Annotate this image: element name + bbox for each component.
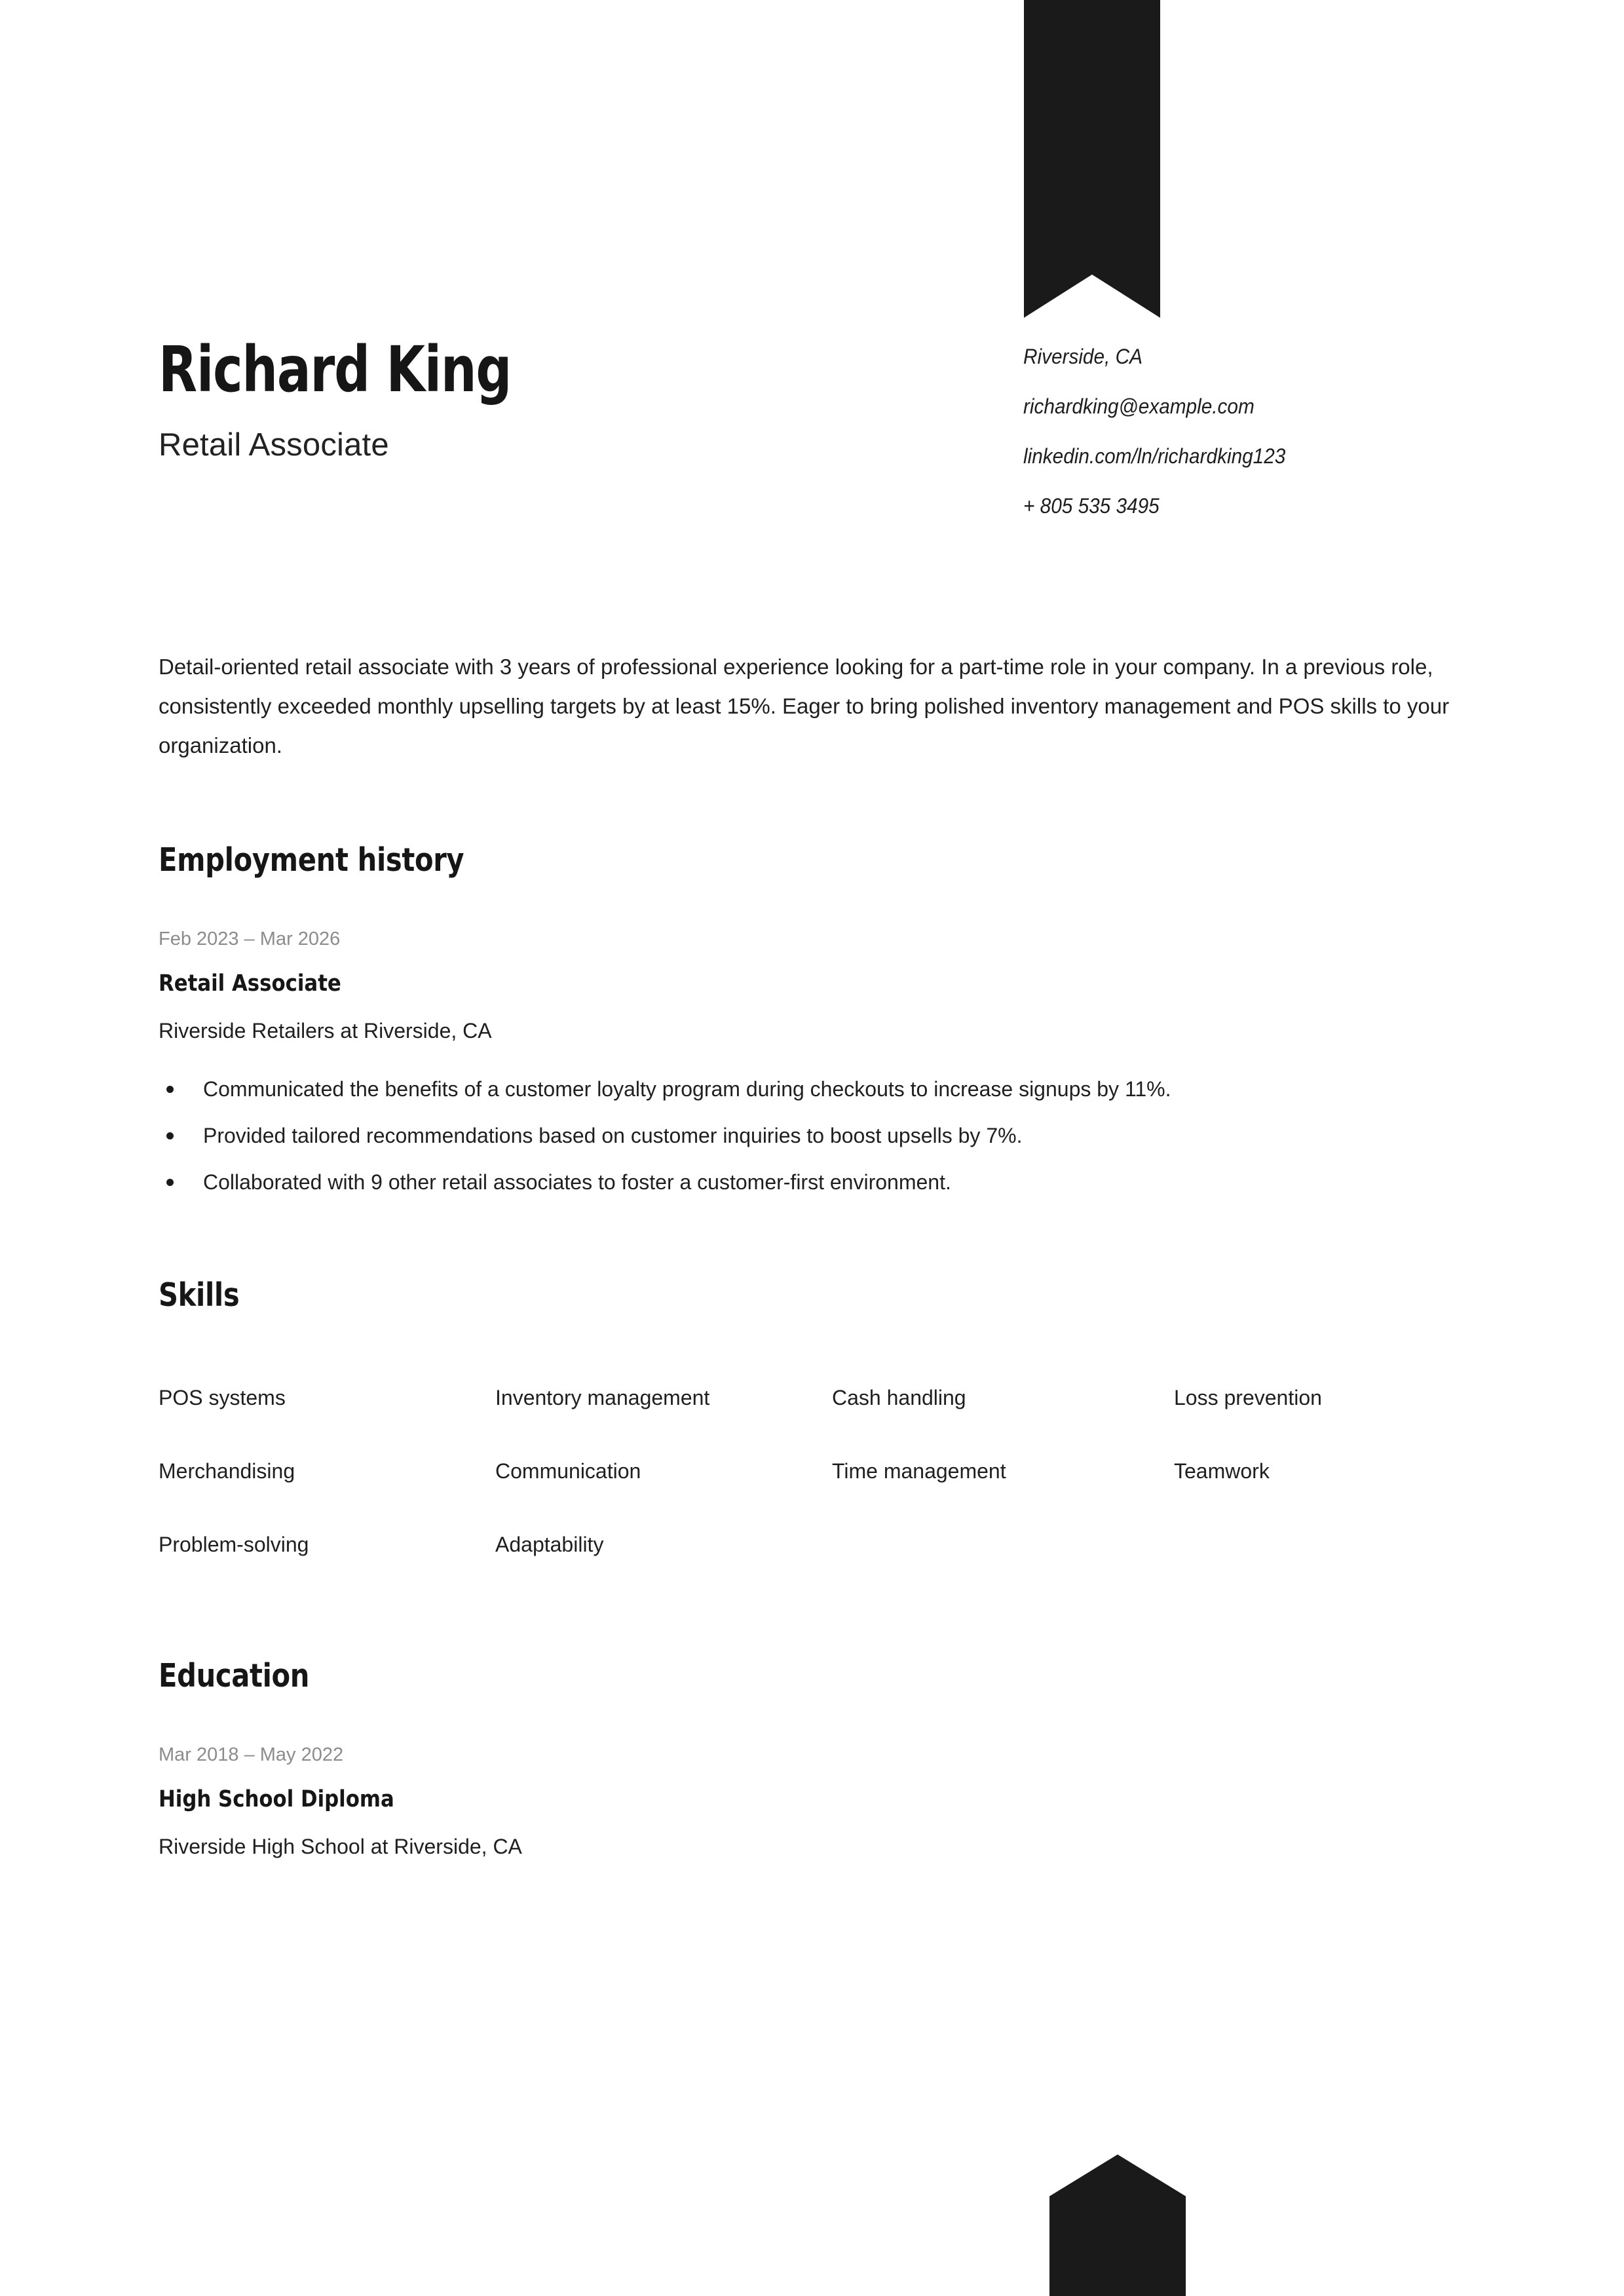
ribbon-pentagon-bottom-icon (1049, 2154, 1186, 2296)
resume-content (159, 0, 1469, 1857)
section-heading-skills: Skills (159, 1276, 240, 1314)
list-item: Communicated the benefits of a customer loyalty program during checkouts to increase signups by 11%. (159, 1071, 1469, 1107)
education-entry (159, 1746, 1469, 1857)
contact-linkedin[interactable]: linkedin.com/ln/richardking123 (1023, 444, 1286, 468)
candidate-name: Richard King (159, 333, 512, 406)
contact-location: Riverside, CA (1023, 345, 1142, 368)
skill-item: Inventory management (495, 1386, 710, 1410)
section-heading-employment: Employment history (159, 841, 464, 879)
education-entry-organization: Riverside High School at Riverside, CA (159, 1835, 522, 1859)
skill-item: Adaptability (495, 1533, 604, 1557)
list-item: Provided tailored recommendations based on customer inquiries to boost upsells by 7%. (159, 1118, 1469, 1154)
education-entry-title: High School Diploma (159, 1786, 394, 1813)
employment-entry-title: Retail Associate (159, 970, 341, 997)
candidate-job-title: Retail Associate (159, 427, 389, 463)
skill-item: Teamwork (1174, 1459, 1270, 1483)
skill-item: Merchandising (159, 1459, 295, 1483)
employment-entry (159, 930, 1469, 1200)
section-employment-history (159, 841, 1469, 1200)
employment-entry-organization: Riverside Retailers at Riverside, CA (159, 1019, 492, 1043)
skill-item: Time management (832, 1459, 1006, 1483)
section-skills (159, 1276, 1469, 1581)
skill-item: Cash handling (832, 1386, 966, 1410)
section-education (159, 1657, 1469, 1857)
skill-item: Loss prevention (1174, 1386, 1322, 1410)
employment-entry-bullets (159, 1071, 1469, 1200)
skills-grid (159, 1361, 1469, 1581)
list-item: Collaborated with 9 other retail associates to foster a customer-first environment. (159, 1164, 1469, 1200)
section-heading-education: Education (159, 1657, 310, 1695)
contact-phone: + 805 535 3495 (1023, 494, 1160, 518)
professional-summary: Detail-oriented retail associate with 3 years of professional experience looking for a part-time role in your company. In a previous role, consistently exceeded monthly upselling targets by at least 15%. Eager to bring polished inventory management and POS skills to your organization. (159, 655, 1450, 758)
resume-header (159, 0, 1469, 574)
skill-item: Communication (495, 1459, 641, 1483)
skill-item: Problem-solving (159, 1533, 309, 1557)
contact-details (1023, 346, 1456, 516)
contact-email[interactable]: richardking@example.com (1023, 394, 1255, 418)
skill-item: POS systems (159, 1386, 286, 1410)
education-entry-dates: Mar 2018 – May 2022 (159, 1744, 344, 1766)
employment-entry-dates: Feb 2023 – Mar 2026 (159, 928, 341, 950)
